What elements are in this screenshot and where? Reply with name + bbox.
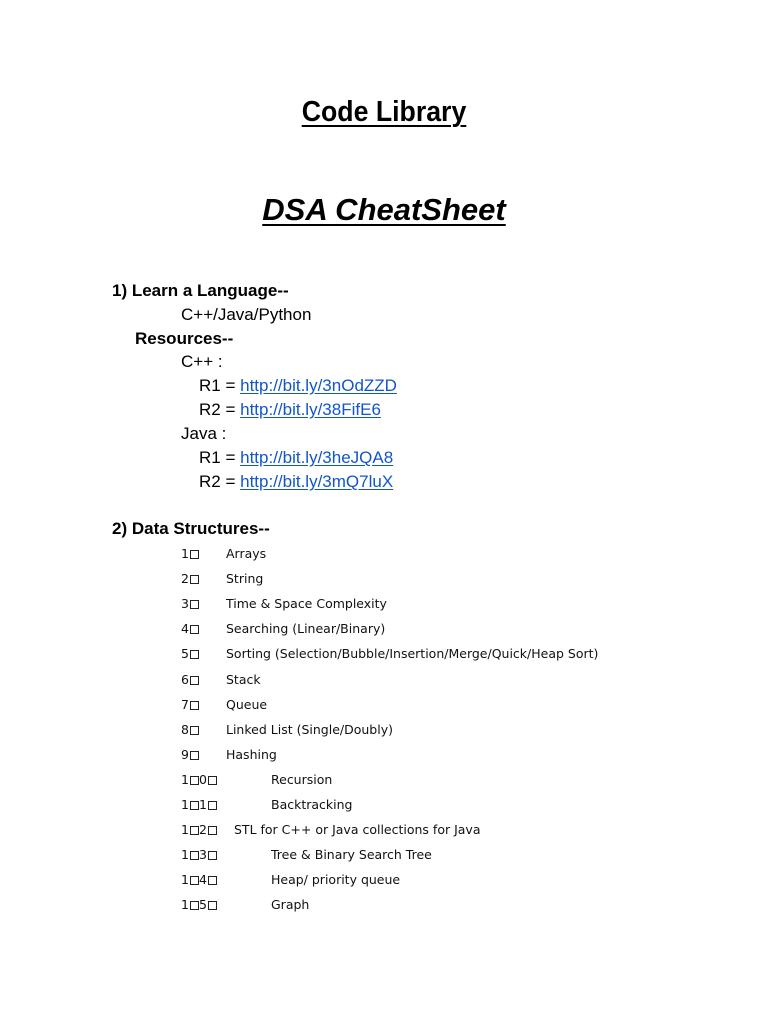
- checkbox-glyph-icon: [190, 826, 199, 835]
- list-item-number-digit: 1: [181, 847, 189, 863]
- list-item-number-digit: 4: [181, 621, 189, 637]
- list-item-number: [181, 722, 199, 737]
- checkbox-glyph-icon: [190, 650, 199, 659]
- list-item-number-digit: 1: [181, 872, 189, 888]
- list-item-label: STL for C++ or Java collections for Java: [234, 822, 481, 838]
- cpp-resource-1: [199, 376, 397, 396]
- java-r2-label: R2 =: [199, 472, 241, 491]
- list-item-number-digit: 2: [181, 571, 189, 587]
- checkbox-glyph-icon: [190, 801, 199, 810]
- page-title: Code Library: [301, 96, 467, 128]
- list-item: [181, 596, 387, 612]
- list-item-number-digit: 1: [181, 546, 189, 561]
- list-item: [181, 771, 333, 787]
- checkbox-glyph-icon: [190, 751, 199, 760]
- list-item: [181, 797, 353, 812]
- list-item-number-digit: 8: [181, 721, 189, 737]
- section-heading-data-structures: 2) Data Structures--: [112, 519, 270, 538]
- list-item-label: Recursion: [271, 771, 333, 787]
- list-item-number-digit: 1: [181, 797, 189, 812]
- list-item-label: Searching (Linear/Binary): [226, 621, 386, 637]
- list-item-number: [181, 571, 199, 586]
- list-item: [181, 847, 432, 863]
- section-heading-learn-language: 1) Learn a Language--: [112, 281, 289, 300]
- checkbox-glyph-icon: [208, 776, 217, 785]
- list-item: [181, 822, 481, 838]
- java-r2-link[interactable]: http://bit.ly/3mQ7luX: [240, 472, 394, 491]
- checkbox-glyph-icon: [208, 901, 217, 910]
- list-item-number: [181, 897, 217, 912]
- checkbox-glyph-icon: [208, 876, 217, 885]
- cpp-r1-label: R1 =: [199, 376, 241, 395]
- list-item-number: [181, 872, 217, 887]
- list-item: [181, 571, 264, 587]
- java-r1-link[interactable]: http://bit.ly/3heJQA8: [240, 448, 394, 467]
- list-item-number-digit: 0: [198, 771, 207, 787]
- checkbox-glyph-icon: [190, 676, 199, 685]
- list-item-label: Time & Space Complexity: [226, 596, 387, 612]
- list-item-label: Hashing: [226, 746, 277, 762]
- list-item: [181, 721, 393, 737]
- list-item-number-digit: 3: [181, 596, 189, 612]
- list-item-label: String: [226, 571, 264, 587]
- cpp-resource-2: [199, 400, 381, 420]
- languages-text: C++/Java/Python: [181, 305, 312, 324]
- list-item-number: [181, 772, 217, 787]
- java-resource-1: [199, 448, 393, 468]
- list-item-label: Arrays: [226, 546, 267, 561]
- list-item-number: [181, 672, 199, 687]
- checkbox-glyph-icon: [190, 575, 199, 584]
- list-item: [181, 696, 268, 712]
- list-item: [181, 746, 277, 762]
- checkbox-glyph-icon: [190, 701, 199, 710]
- java-label: Java :: [181, 424, 227, 443]
- list-item-number-digit: 1: [198, 797, 207, 812]
- list-item-label: Heap/ priority queue: [271, 872, 401, 888]
- list-item: [181, 546, 267, 561]
- list-item-number-digit: 3: [198, 847, 207, 863]
- list-item-label: Queue: [226, 696, 268, 712]
- cpp-label: C++ :: [181, 352, 223, 371]
- list-item: [181, 897, 310, 913]
- checkbox-glyph-icon: [190, 550, 199, 559]
- java-r1-label: R1 =: [199, 448, 241, 467]
- list-item-number: [181, 847, 217, 862]
- cpp-r2-label: R2 =: [199, 400, 241, 419]
- list-item-number-digit: 5: [181, 646, 189, 662]
- list-item-number-digit: 1: [181, 897, 189, 913]
- list-item-number-digit: 2: [198, 822, 207, 838]
- list-item-label: Stack: [226, 671, 261, 687]
- list-item-number: [181, 697, 199, 712]
- checkbox-glyph-icon: [190, 876, 199, 885]
- cpp-r2-link[interactable]: http://bit.ly/38FifE6: [240, 400, 381, 419]
- list-item: [181, 671, 261, 687]
- list-item: [181, 646, 599, 662]
- checkbox-glyph-icon: [190, 625, 199, 634]
- list-item-number-digit: 5: [198, 897, 207, 913]
- cpp-r1-link[interactable]: http://bit.ly/3nOdZZD: [240, 376, 397, 395]
- list-item-number-digit: 6: [181, 671, 189, 687]
- list-item-number: [181, 546, 199, 561]
- list-item-number: [181, 797, 217, 812]
- list-item: [181, 621, 386, 637]
- list-item-number: [181, 596, 199, 611]
- checkbox-glyph-icon: [190, 901, 199, 910]
- list-item-label: Sorting (Selection/Bubble/Insertion/Merge/Quick/Heap Sort): [226, 646, 599, 662]
- checkbox-glyph-icon: [190, 600, 199, 609]
- page-subtitle: DSA CheatSheet: [262, 192, 506, 227]
- list-item-label: Tree & Binary Search Tree: [271, 847, 432, 863]
- resources-label: Resources--: [135, 329, 234, 348]
- list-item-label: Backtracking: [271, 797, 353, 812]
- list-item-label: Linked List (Single/Doubly): [226, 721, 393, 737]
- checkbox-glyph-icon: [190, 726, 199, 735]
- list-item: [181, 872, 401, 888]
- list-item-number-digit: 1: [181, 771, 189, 787]
- list-item-number-digit: 1: [181, 822, 189, 838]
- checkbox-glyph-icon: [190, 851, 199, 860]
- java-resource-2: [199, 472, 393, 492]
- list-item-number: [181, 822, 217, 837]
- checkbox-glyph-icon: [208, 851, 217, 860]
- list-item-number: [181, 646, 199, 661]
- list-item-number-digit: 7: [181, 696, 189, 712]
- checkbox-glyph-icon: [190, 776, 199, 785]
- checkbox-glyph-icon: [208, 801, 217, 810]
- list-item-number: [181, 747, 199, 762]
- checkbox-glyph-icon: [208, 826, 217, 835]
- list-item-number-digit: 9: [181, 746, 189, 762]
- list-item-label: Graph: [271, 897, 310, 913]
- list-item-number-digit: 4: [198, 872, 207, 888]
- list-item-number: [181, 621, 199, 636]
